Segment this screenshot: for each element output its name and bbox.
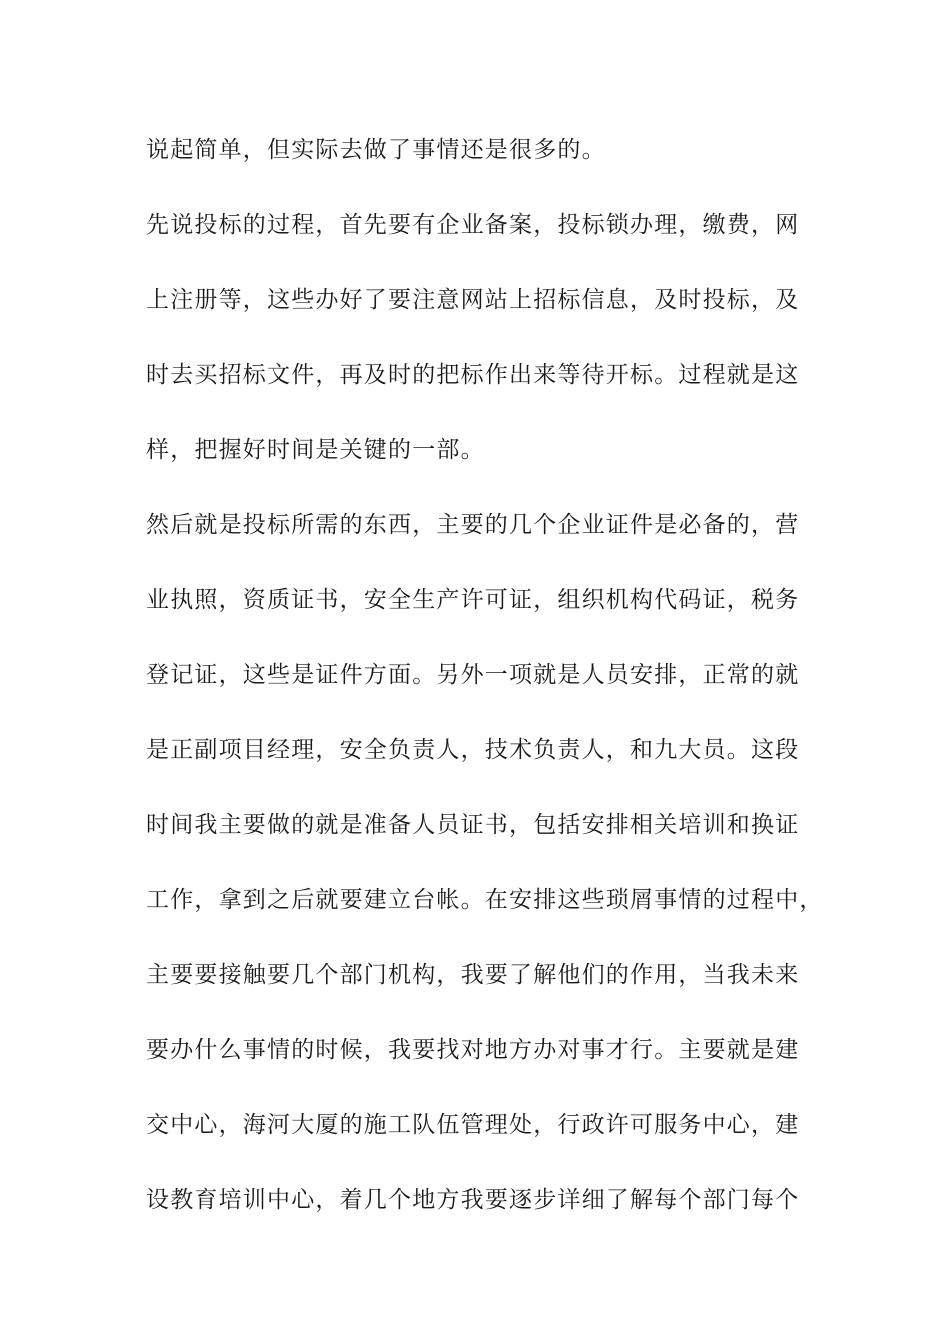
text-line-2: 先说投标的过程，首先要有企业备案，投标锁办理，缴费，网 (146, 212, 800, 238)
text-line-3: 上注册等，这些办好了要注意网站上招标信息，及时投标，及 (146, 287, 800, 313)
text-line-11: 工作，拿到之后就要建立台帐。在安排这些琐屑事情的过程中， (146, 887, 824, 913)
text-line-15: 设教育培训中心，着几个地方我要逐步详细了解每个部门每个 (146, 1187, 800, 1213)
text-line-13: 要办什么事情的时候，我要找对地方办对事才行。主要就是建 (146, 1037, 800, 1063)
text-line-14: 交中心，海河大厦的施工队伍管理处，行政许可服务中心，建 (146, 1112, 800, 1138)
text-line-9: 是正副项目经理，安全负责人，技术负责人，和九大员。这段 (146, 737, 800, 763)
text-line-6: 然后就是投标所需的东西，主要的几个企业证件是必备的，营 (146, 512, 800, 538)
body-text (146, 128, 824, 1253)
text-line-10: 时间我主要做的就是准备人员证书，包括安排相关培训和换证 (146, 812, 800, 838)
text-line-7: 业执照，资质证书，安全生产许可证，组织机构代码证，税务 (146, 587, 800, 613)
text-line-4: 时去买招标文件，再及时的把标作出来等待开标。过程就是这 (146, 362, 800, 388)
text-line-1: 说起简单，但实际去做了事情还是很多的。 (146, 137, 606, 163)
text-line-8: 登记证，这些是证件方面。另外一项就是人员安排，正常的就 (146, 662, 800, 688)
text-line-5: 样，把握好时间是关键的一部。 (146, 437, 485, 463)
text-line-12: 主要要接触要几个部门机构，我要了解他们的作用，当我未来 (146, 962, 800, 988)
